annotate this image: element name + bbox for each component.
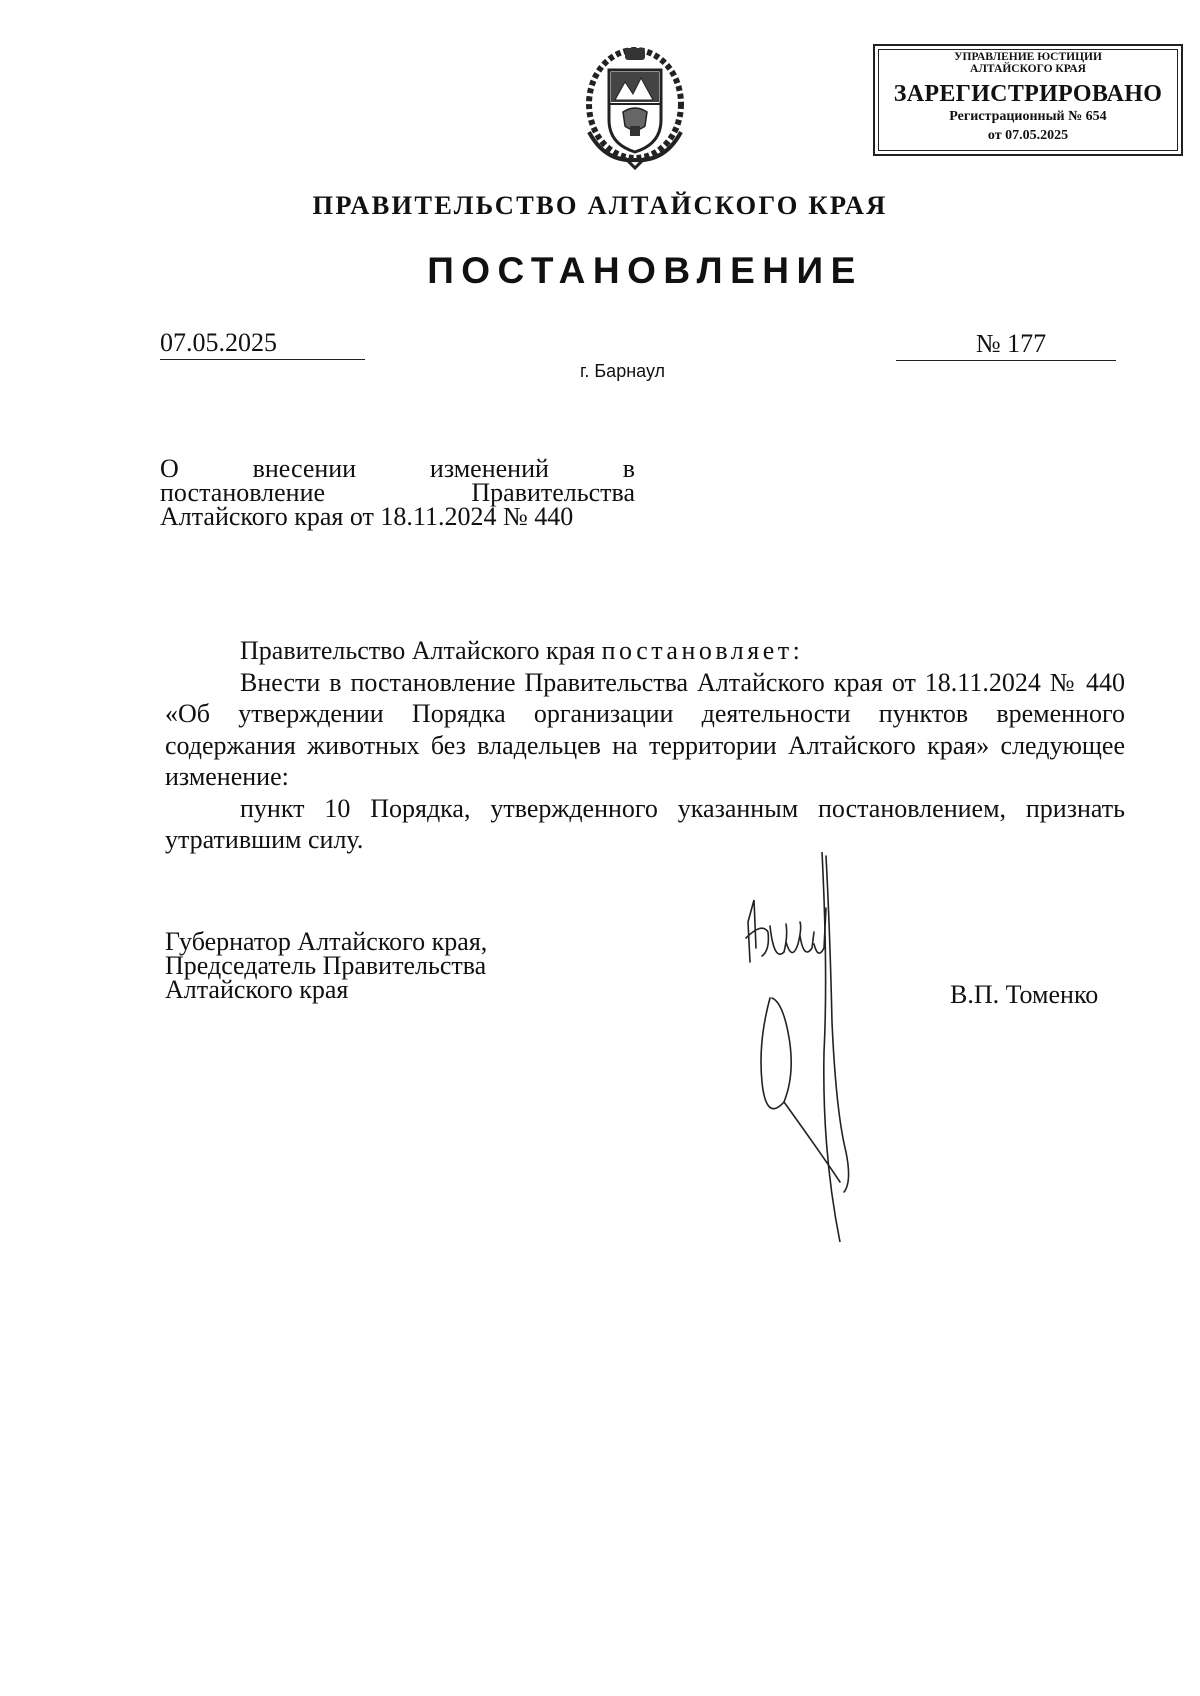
stamp-inner-border — [878, 49, 1178, 151]
subject-line2: постановление Правительства — [160, 478, 635, 507]
intro-text: Правительство Алтайского края — [240, 636, 596, 665]
subject-line1: О внесении изменений в — [160, 454, 635, 483]
document-subject — [160, 454, 635, 531]
document-city: г. Барнаул — [580, 361, 666, 381]
body-paragraph-1: Внести в постановление Правительства Алтайского края от 18.11.2024 № 440 «Об утверждении Порядка организации деятельности пунктов временного содержания животных без владельцев на территории Алтайского края» следующее изменение: — [165, 667, 1125, 791]
document-type-title: ПОСТАНОВЛЕНИЕ — [427, 250, 863, 291]
signer-position — [165, 927, 488, 1004]
handwritten-signature — [740, 852, 920, 1242]
body-intro — [165, 635, 1125, 667]
government-title: ПРАВИТЕЛЬСТВО АЛТАЙСКОГО КРАЯ — [312, 190, 888, 220]
signer-position-line2: Председатель Правительства — [165, 951, 487, 980]
registration-stamp — [873, 44, 1183, 156]
document-body — [165, 635, 1125, 856]
document-date: 07.05.2025 — [160, 327, 365, 360]
stamp-org-line2: АЛТАЙСКОГО КРАЯ — [970, 63, 1086, 75]
subject-line3: Алтайского края от 18.11.2024 № 440 — [160, 502, 574, 531]
document-number: № 177 — [896, 328, 1116, 361]
signer-position-line1: Губернатор Алтайского края, — [165, 927, 488, 956]
stamp-status: ЗАРЕГИСТРИРОВАНО — [893, 81, 1163, 107]
stamp-reg-number: Регистрационный № 654 — [949, 109, 1107, 124]
body-paragraph-2: пункт 10 Порядка, утвержденного указанным постановлением, признать утратившим силу. — [165, 793, 1125, 854]
stamp-reg-date: от 07.05.2025 — [987, 128, 1069, 143]
intro-verb: постановляет: — [601, 636, 804, 665]
coat-of-arms-emblem — [575, 42, 695, 172]
signer-name: В.П. Томенко — [950, 980, 1099, 1009]
signer-position-line3: Алтайского края — [165, 975, 349, 1004]
stamp-org-line1: УПРАВЛЕНИЕ ЮСТИЦИИ — [954, 51, 1102, 63]
